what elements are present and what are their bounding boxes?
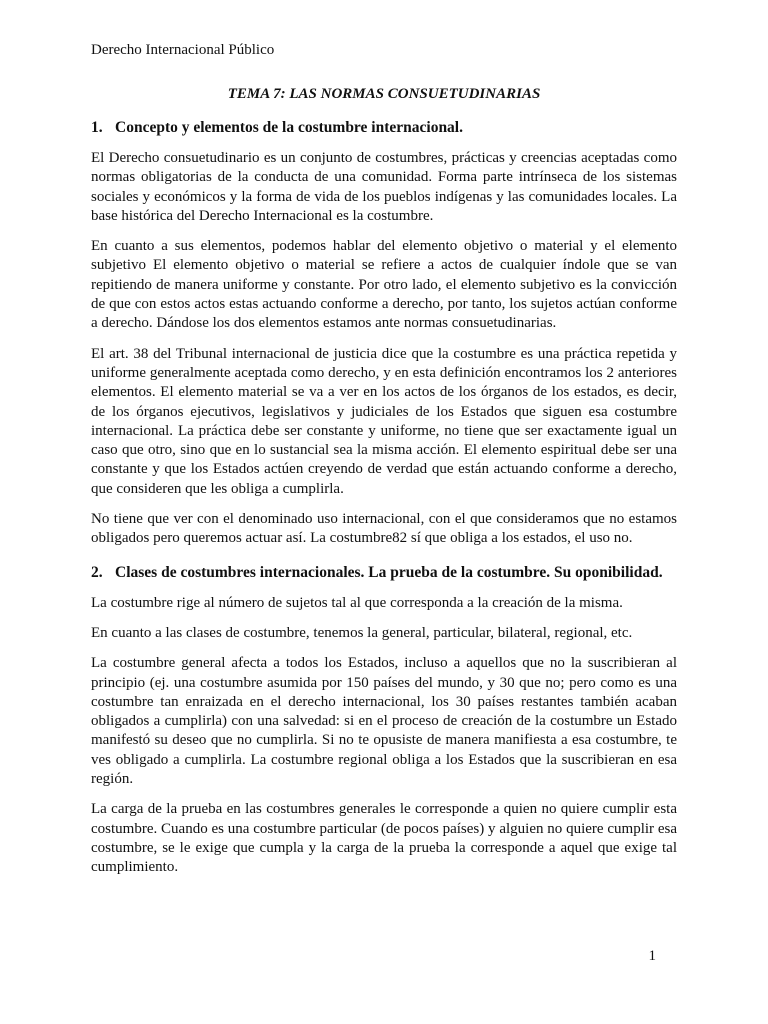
document-title: TEMA 7: LAS NORMAS CONSUETUDINARIAS bbox=[227, 86, 541, 102]
section-1-heading bbox=[91, 118, 677, 138]
section-1-number: 1. bbox=[91, 119, 103, 136]
paragraph: La costumbre rige al número de sujetos tal al que corresponda a la creación de la misma. bbox=[91, 594, 623, 611]
paragraph: En cuanto a las clases de costumbre, tenemos la general, particular, bilateral, regional, etc. bbox=[91, 624, 633, 641]
paragraph: La costumbre general afecta a todos los Estados, incluso a aquellos que no la suscribieran al principio (ej. una costumbre asumida por 150 países del mundo, y 30 que no; pero como es una costumbre tan enraizada en el derecho internacional, los 30 países restantes también acaban obligados a cumplirla) con una salvedad: si en el proceso de creación de la costumbre un Estado manifestó su deseo que no cumplirla. Si no te opusiste de manera manifiesta a esa costumbre, te ves obligado a cumplirla. La costumbre regional obliga a los Estados que la suscribieran en esa región. bbox=[91, 655, 677, 788]
paragraph: La carga de la prueba en las costumbres generales le corresponde a quien no quiere cumplir esta costumbre. Cuando es una costumbre particular (de pocos países) y alguien no quiere cumplir esa costumbre, se le exige que cumpla y la carga de la prueba la corresponde a aquel que exige tal cumplimiento. bbox=[91, 801, 677, 876]
paragraph: No tiene que ver con el denominado uso internacional, con el que consideramos que no estamos obligados pero queremos actuar así. La costumbre82 sí que obliga a los estados, el uso no. bbox=[91, 511, 677, 547]
section-2-heading bbox=[91, 563, 677, 583]
section-2-heading-text: Clases de costumbres internacionales. La prueba de la costumbre. Su oponibilidad. bbox=[115, 563, 663, 581]
section-2-number: 2. bbox=[91, 563, 103, 581]
paragraph: En cuanto a sus elementos, podemos hablar del elemento objetivo o material y el elemento subjetivo El elemento objetivo o material se refiere a actos de cualquier índole que se van repitiendo de manera uniforme y constante. Por otro lado, el elemento subjetivo es la convicción de que con estos actos estas actuando conforme a derecho, por tanto, los sujetos actúan conforme a derecho. Dándose los dos elementos estamos ante normas consuetudinarias. bbox=[91, 238, 677, 332]
page-number: 1 bbox=[648, 948, 656, 964]
paragraph: El art. 38 del Tribunal internacional de justicia dice que la costumbre es una práctica repetida y uniforme generalmente aceptada como derecho, y en esta definición encontramos los 2 anteriores elementos. El elemento material se va a ver en los actos de los órganos de los estados, es decir, de los órganos ejecutivos, legislativos y judiciales de los Estados que siguen esa costumbre internacional. La práctica debe ser constante y uniforme, no tiene que ser exactamente igual un caso que otro, sino que en lo sustancial sea la misma acción. El elemento espiritual debe ser una constante y que los Estados actúen creyendo de verdad que están actuando conforme a derecho, que consideren que les obliga a cumplirla. bbox=[91, 345, 677, 497]
paragraph: El Derecho consuetudinario es un conjunto de costumbres, prácticas y creencias aceptadas como normas obligatorias de la conducta de una comunidad. Forma parte intrínseca de los sistemas sociales y económicos y la forma de vida de los pueblos indígenas y las comunidades locales. La base histórica del Derecho Internacional es la costumbre. bbox=[91, 150, 677, 224]
section-1-heading-text: Concepto y elementos de la costumbre internacional. bbox=[115, 119, 463, 136]
running-header: Derecho Internacional Público bbox=[91, 42, 275, 58]
